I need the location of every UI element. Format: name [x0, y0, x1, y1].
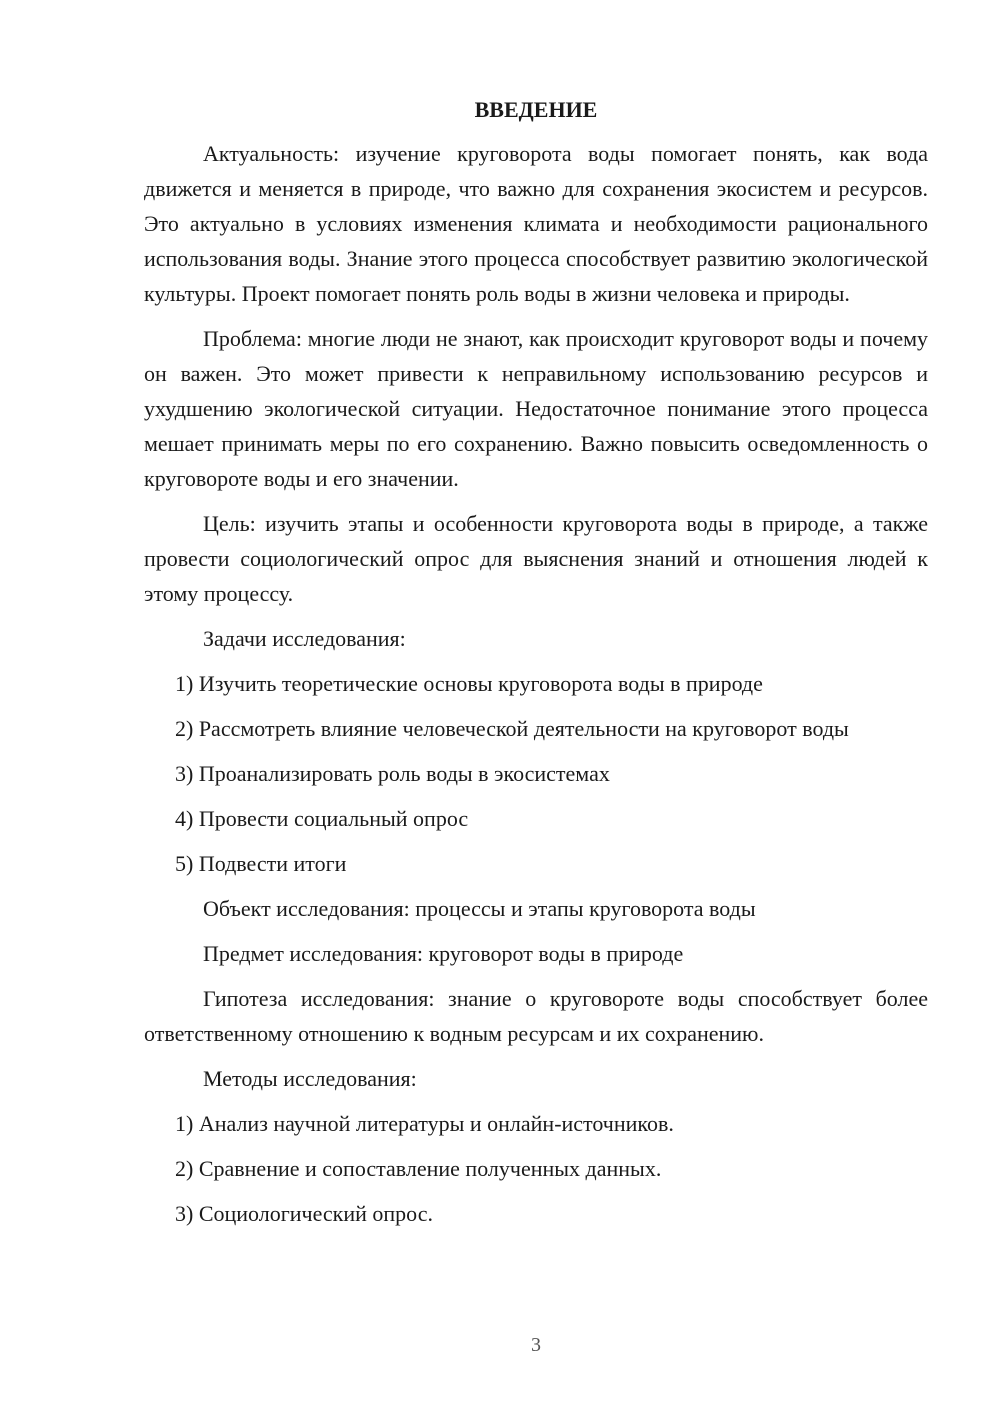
section-heading: ВВЕДЕНИЕ [474, 97, 598, 122]
methods-title: Методы исследования: [203, 1066, 417, 1091]
hypothesis-paragraph: Гипотеза исследования: знание о круговороте воды способствует более ответственному отношению к водным ресурсам и их сохранению. [144, 986, 928, 1046]
method-item: 3) Социологический опрос. [175, 1201, 433, 1226]
task-item: 5) Подвести итоги [175, 851, 347, 876]
task-item: 3) Проанализировать роль воды в экосистемах [175, 761, 610, 786]
object-line: Объект исследования: процессы и этапы круговорота воды [203, 896, 756, 921]
task-item: 2) Рассмотреть влияние человеческой деятельности на круговорот воды [175, 716, 849, 741]
method-item: 1) Анализ научной литературы и онлайн-источников. [175, 1111, 674, 1136]
task-item: 4) Провести социальный опрос [175, 806, 469, 831]
relevance-paragraph: Актуальность: изучение круговорота воды помогает понять, как вода движется и меняется в природе, что важно для сохранения экосистем и ресурсов. Это актуально в условиях изменения климата и необходимости рационального использования воды. Знание этого процесса способствует развитию экологической культуры. Проект помогает понять роль воды в жизни человека и природы. [144, 141, 928, 306]
method-item: 2) Сравнение и сопоставление полученных данных. [175, 1156, 662, 1181]
goal-paragraph: Цель: изучить этапы и особенности круговорота воды в природе, а также провести социологический опрос для выяснения знаний и отношения людей к этому процессу. [144, 511, 928, 606]
problem-paragraph: Проблема: многие люди не знают, как происходит круговорот воды и почему он важен. Это может привести к неправильному использованию ресурсов и ухудшению экологической ситуации. Недостаточное понимание этого процесса мешает принимать меры по его сохранению. Важно повысить осведомленность о круговороте воды и его значении. [144, 326, 928, 491]
tasks-title: Задачи исследования: [203, 626, 406, 651]
text-body [144, 94, 928, 1241]
subject-line: Предмет исследования: круговорот воды в природе [203, 941, 684, 966]
page-number: 3 [531, 1334, 541, 1356]
task-item: 1) Изучить теоретические основы круговорота воды в природе [175, 671, 763, 696]
